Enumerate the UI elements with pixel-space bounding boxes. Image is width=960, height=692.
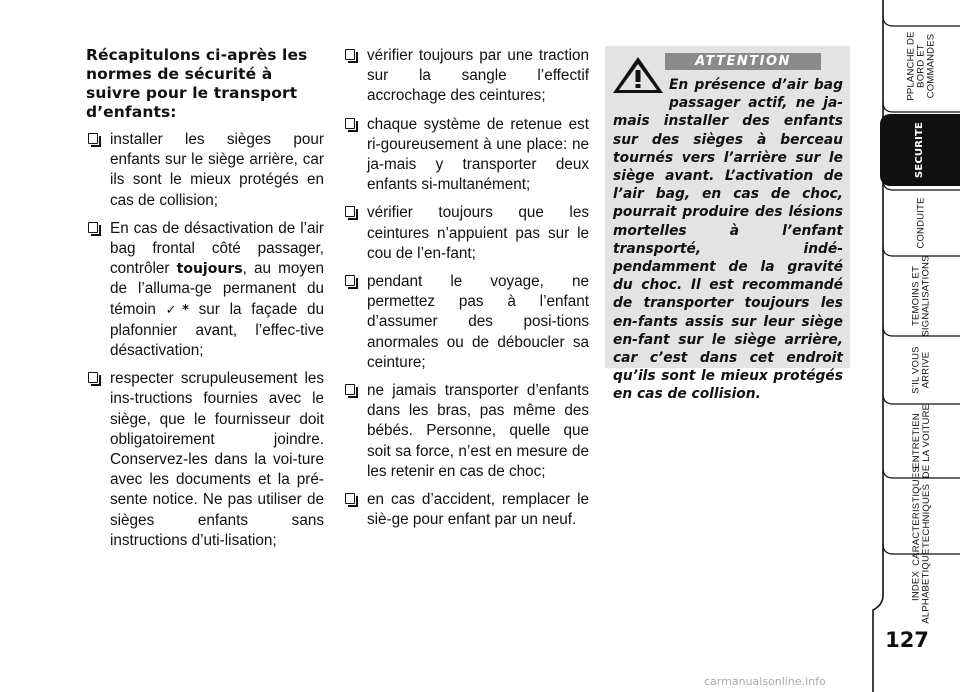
column-middle [343, 46, 589, 538]
tab-conduite[interactable]: CONDUITE [916, 197, 927, 249]
list-item-text-mid: , au moyen de l’alluma-ge permanent du témoin [110, 260, 325, 318]
checkbox-bullet-icon [88, 133, 98, 144]
section-heading: Récapitulons ci-après les normes de sécurité à suivre pour le transport d’enfants: [86, 46, 308, 121]
list-item [343, 203, 589, 264]
watermark: carmanualsonline.info [704, 675, 826, 688]
tab-caracteristiques[interactable]: CARACTERISTIQUES TECHNIQUES [911, 466, 933, 566]
list-item-text: installer les sièges pour enfants sur le siège arrière, car ils sont le mieux protégés en cas de collision; [110, 131, 324, 209]
list-item [343, 115, 589, 196]
attention-text: En présence d’air bag passager actif, ne ja-mais installer des enfants sur des sièges à berceau tournés vers l’arrière sur le siège avant. L’activation de l’air bag, en cas de choc, pourrait produire des lésions mortelles à l’enfant transporté, indé-pendamment de la gravité du choc. Il est recommandé de transporter toujours les en-fants assis sur leur siège en-fant sur le siège arrière, car c’est dans cet endroit qu’ils sont le mieux protégés en cas de collision. [613, 77, 843, 403]
checkbox-bullet-icon [345, 49, 355, 60]
list-item-text: chaque système de retenue est ri-goureusement à une place: ne ja-mais y transporter deux enfants si-multanément; [367, 115, 589, 194]
list-item-text-post: sur la façade du plafonnier avant, l’effec-tive désactivation; [110, 300, 324, 360]
checkbox-bullet-icon [345, 493, 355, 504]
checkbox-bullet-icon [345, 118, 355, 129]
emphasis-word: toujours [176, 261, 243, 278]
tab-index[interactable]: INDEX ALPHABETIQUE [910, 548, 932, 624]
checkbox-bullet-icon [88, 222, 98, 233]
attention-text-block [613, 76, 843, 404]
page-number: 127 [885, 628, 929, 652]
list-item [343, 381, 589, 482]
list-item-text: en cas d’accident, remplacer le siè-ge pour enfant par un neuf. [367, 491, 589, 529]
list-item-text: pendant le voyage, ne permettez pas à l’enfant d’assumer des posi-tions anormales ou de déboucler sa ceinture; [367, 273, 589, 371]
list-item-text: respecter scrupuleusement les ins-tructions fournies avec le siège, que le fournisseur doit obligatoirement joindre. Conservez-les dans la voi-ture avec les documents et la pré-sente notice. Ne pas utiliser de sièges enfants sans instructions d’uti-lisation; [110, 370, 324, 549]
list-item-text-pre: En cas de désactivation de l’air bag frontal côté passager, contrôler [110, 219, 324, 278]
airbag-off-telltale-icon: ✓* [165, 302, 189, 318]
column-left [86, 46, 324, 559]
safety-list-left [86, 130, 324, 551]
list-item-text: ne jamais transporter d’enfants dans les bras, pas même des bébés. Personne, quelle que soit sa force, n’est en mesure de les retenir en cas de choc; [367, 382, 589, 480]
list-item [343, 46, 589, 107]
checkbox-bullet-icon [345, 206, 355, 217]
list-item [86, 369, 324, 551]
tab-s-il-vous-arrive[interactable]: S’IL VOUS ARRIVE [910, 346, 932, 394]
safety-list-middle [343, 46, 589, 530]
list-item [86, 219, 324, 361]
list-item [343, 490, 589, 530]
tab-entretien[interactable]: ENTRETIEN DE LA VOITURE [911, 403, 932, 479]
checkbox-bullet-icon [88, 372, 98, 383]
chapter-tabs [871, 0, 960, 692]
checkbox-bullet-icon [345, 275, 355, 286]
tab-planche-de-bord[interactable]: PPLANCHE DE BORD ET COMMANDES [906, 31, 937, 101]
list-item [86, 130, 324, 211]
checkbox-bullet-icon [345, 384, 355, 395]
tab-securite[interactable]: SECURITE [880, 114, 960, 186]
list-item [343, 272, 589, 373]
list-item-text: vérifier toujours par une traction sur la sangle l’effectif accrochage des ceintures; [367, 47, 589, 105]
attention-label: ATTENTION [665, 53, 821, 70]
tab-temoins-signalisations[interactable]: TEMOINS ET SIGNALISATIONS [911, 255, 933, 337]
list-item-text: vérifier toujours que les ceintures n’appuient pas sur le cou de l’en-fant; [367, 204, 589, 262]
